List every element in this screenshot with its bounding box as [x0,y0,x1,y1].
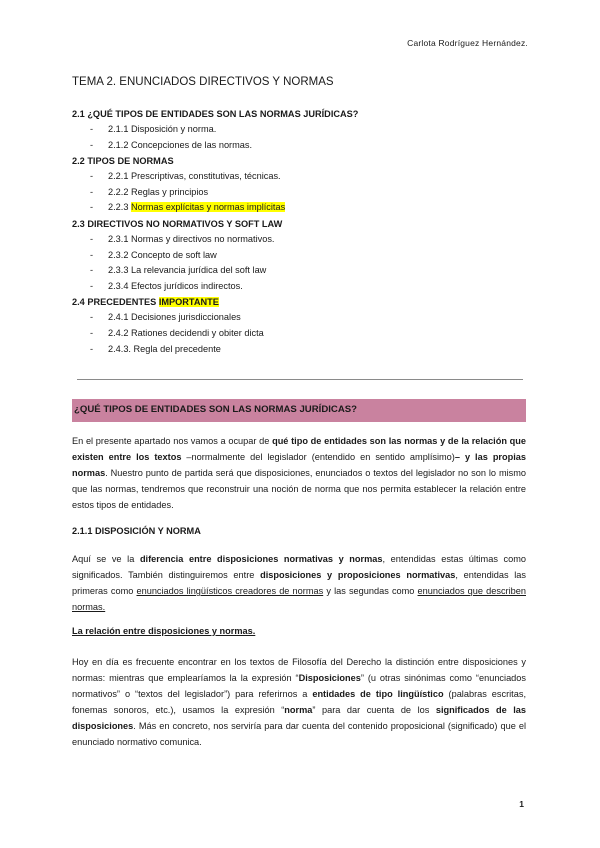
bold-run: disposiciones y proposiciones normativas [260,570,456,580]
underlined-run: enunciados que describen normas. [72,586,526,612]
text-run: –normalmente del legislador (entendido en sentido amplísimo) [181,452,455,462]
section-heading: ¿QUÉ TIPOS DE ENTIDADES SON LAS NORMAS JURÍDICAS? [74,404,358,415]
toc-section-2-4 [72,294,532,310]
toc-dash: - [90,312,94,323]
text-run: En el presente apartado nos vamos a ocupar de [72,436,273,446]
toc-item-2-2-3 [72,200,532,216]
text-run: , entendidas estas últimas como significados. También distinguiremos entre [72,554,526,580]
toc-item-2-3-4 [72,279,532,295]
toc-dash: - [90,280,94,291]
bold-run: significados de las disposiciones [72,705,526,731]
bold-run: norma [284,705,313,715]
toc-item-2-3-1 [72,232,532,248]
toc-item-2-2-1 [72,169,532,185]
toc-dash: - [90,265,94,276]
toc-item-label: 2.2.1 Prescriptivas, constitutivas, técnicas. [108,171,281,182]
author-header: Carlota Rodríguez Hernández. [407,38,528,48]
bold-run: – y las propias normas [72,452,526,478]
text-run: . Más en concreto, nos serviría para dar cuenta del contenido proposicional (significado) que el enunciado normativo comunica. [72,721,526,747]
toc-dash: - [90,202,94,213]
toc-item-label: 2.3.3 La relevancia jurídica del soft law [108,265,267,276]
toc-section-2-3: 2.3 DIRECTIVOS NO NORMATIVOS Y SOFT LAW [72,218,283,229]
toc-item-number: 2.2.3 [108,202,129,213]
toc-item-highlighted-label: Normas explícitas y normas implícitas [131,202,286,213]
toc-item-label: 2.4.3. Regla del precedente [108,343,221,354]
horizontal-divider [77,379,523,380]
toc-item-2-4-3 [72,342,532,358]
toc-item-label: 2.3.1 Normas y directivos no normativos. [108,233,275,244]
toc-section-2-2: 2.2 TIPOS DE NORMAS [72,156,174,167]
toc-item-label: 2.3.4 Efectos jurídicos indirectos. [108,280,243,291]
toc-item-2-4-2 [72,326,532,342]
subheading-relation: La relación entre disposiciones y normas. [72,626,256,636]
toc-dash: - [90,139,94,150]
section-heading-banner [72,399,526,422]
text-run: . Nuestro punto de partida será que disposiciones, enunciados o textos del legislador no son lo mismo que las normas, tendremos que reconstruir una noción de norma que nos permita establecer la relación entre estos tipos de entidades. [72,468,526,510]
toc-item-2-1-2 [72,138,532,154]
toc-dash: - [90,327,94,338]
toc-section-2-1: 2.1 ¿QUÉ TIPOS DE ENTIDADES SON LAS NORMAS JURÍDICAS? [72,109,359,119]
toc-item-label: 2.1.2 Concepciones de las normas. [108,139,253,150]
text-run: y las segundas como [323,586,418,596]
toc-item-2-2-2 [72,185,532,201]
table-of-contents [72,106,532,357]
text-run: , entendidas las primeras como [72,570,526,596]
toc-item-2-4-1 [72,310,532,326]
page-title: TEMA 2. ENUNCIADOS DIRECTIVOS Y NORMAS [72,76,334,88]
text-run: (palabras escritas, fonemas sonoros, etc.), usamos la expresión “ [72,689,526,715]
toc-item-2-1-1 [72,122,532,138]
toc-dash: - [90,343,94,354]
subheading-2-1-1: 2.1.1 DISPOSICIÓN Y NORMA [72,526,201,536]
toc-item-label: 2.4.1 Decisiones jurisdiccionales [108,312,241,323]
bold-run: diferencia entre disposiciones normativas y normas [139,554,383,564]
text-run: Aquí se ve la [72,554,140,564]
toc-dash: - [90,249,94,260]
important-tag: IMPORTANTE [158,297,219,308]
page-number: 1 [519,799,524,809]
underlined-run: enunciados lingüísticos creadores de normas [136,586,324,596]
text-run: ” (u otras sinónimas como “enunciados normativos” o “textos del legislador”) para referirnos a [72,673,526,699]
bold-run: entidades de tipo lingüístico [312,689,444,699]
toc-dash: - [90,233,94,244]
toc-item-2-3-2 [72,248,532,264]
toc-dash: - [90,171,94,182]
toc-dash: - [90,186,94,197]
bold-run: Disposiciones [298,673,361,683]
bold-run: qué tipo de entidades son las normas y de la relación que existen entre los textos [72,436,526,462]
text-run: Hoy en día es frecuente encontrar en los textos de Filosofía del Derecho la distinción entre disposiciones y normas: mientras que emplearíamos la la expresión “ [72,657,526,683]
toc-item-label: 2.3.2 Concepto de soft law [108,249,217,260]
paragraph-intro [72,433,526,513]
toc-section-label: 2.4 PRECEDENTES [72,297,157,308]
paragraph-relation [72,654,526,750]
toc-item-2-3-3 [72,263,532,279]
text-run: ” para dar cuenta de los [312,705,436,715]
toc-item-label: 2.2.2 Reglas y principios [108,186,209,197]
toc-item-label: 2.1.1 Disposición y norma. [108,124,217,134]
toc-dash: - [90,124,94,134]
paragraph-disposicion [72,551,526,615]
toc-item-label: 2.4.2 Rationes decidendi y obiter dicta [108,327,264,338]
